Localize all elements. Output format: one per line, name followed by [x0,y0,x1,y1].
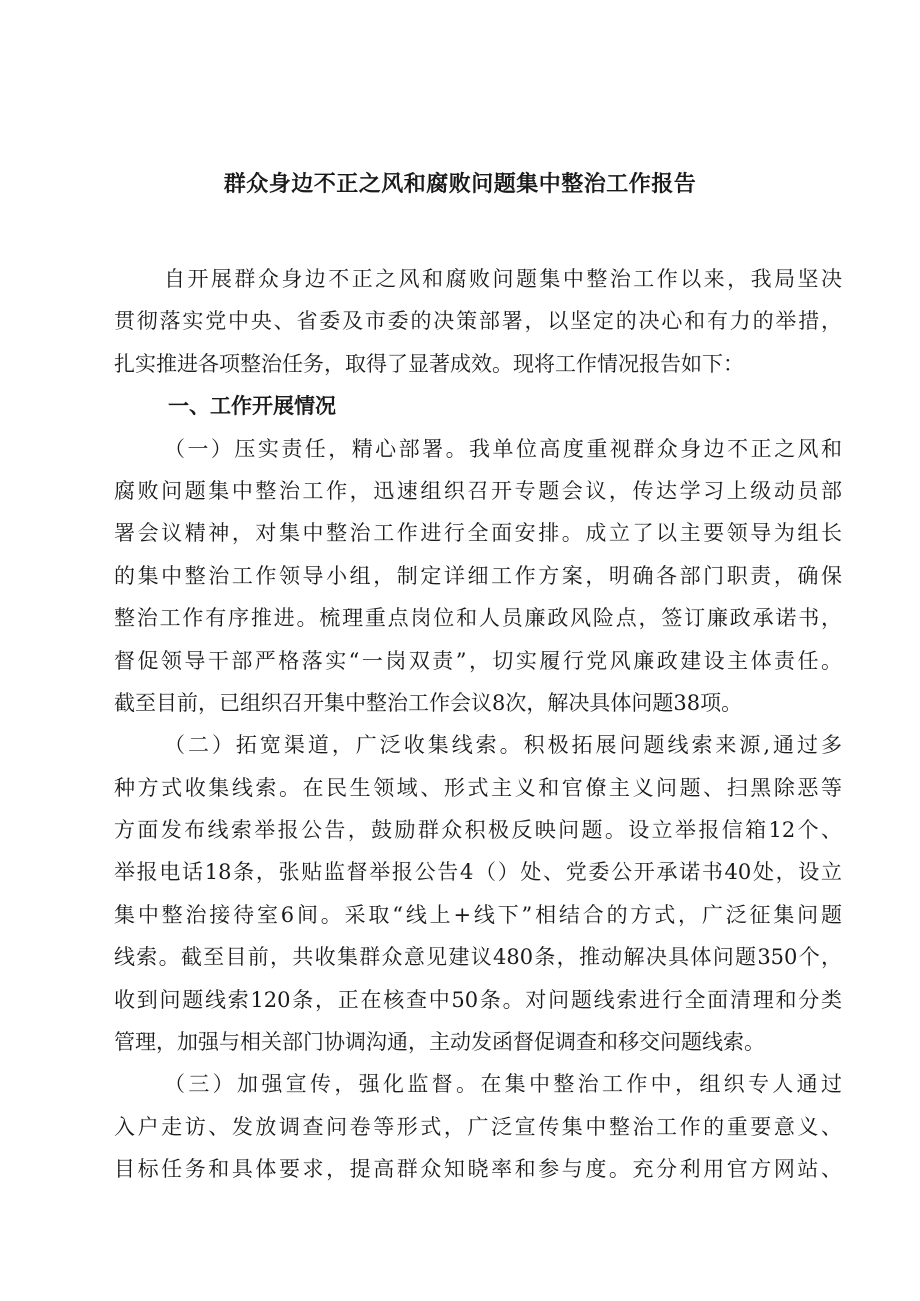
paragraph-line: （二）拓宽渠道，广泛收集线索。积极拓展问题线索来源,通过多 [164,733,842,758]
paragraph-line: 的集中整治工作领导小组，制定详细工作方案，明确各部门职责，确保 [114,563,842,588]
paragraph-line: 署会议精神，对集中整治工作进行全面安排。成立了以主要领导为组长 [114,521,842,546]
paragraph-line: 管理，加强与相关部门协调沟通，主动发函督促调查和移交问题线索。 [114,1030,765,1055]
paragraph-line: 整治工作有序推进。梳理重点岗位和人员廉政风险点，签订廉政承诺书， [114,606,842,631]
paragraph-line: 举报电话18条，张贴监督举报公告4（）处、党委公开承诺书40处，设立 [114,860,842,885]
paragraph-line: （一）压实责任，精心部署。我单位高度重视群众身边不正之风和 [164,436,842,461]
paragraph-line: 集中整治接待室6间。采取“线上+线下”相结合的方式，广泛征集问题 [114,902,842,927]
paragraph-line: 收到问题线索120条，正在核查中50条。对问题线索进行全面清理和分类 [114,987,842,1012]
paragraph-line: 扎实推进各项整治任务，取得了显著成效。现将工作情况报告如下： [114,351,744,376]
section-heading: 一、工作开展情况 [168,394,336,419]
document-title: 群众身边不正之风和腐败问题集中整治工作报告 [223,172,697,197]
paragraph-line: 截至目前，已组织召开集中整治工作会议8次，解决具体问题38项。 [114,690,743,715]
paragraph-line: 腐败问题集中整治工作，迅速组织召开专题会议，传达学习上级动员部 [114,478,842,503]
paragraph-line: （三）加强宣传，强化监督。在集中整治工作中，组织专人通过 [164,1072,842,1097]
paragraph-line: 种方式收集线索。在民生领域、形式主义和官僚主义问题、扫黑除恶等 [114,775,842,800]
paragraph-line: 目标任务和具体要求，提高群众知晓率和参与度。充分利用官方网站、 [114,1157,842,1182]
document-body [114,258,842,1191]
paragraph-line: 贯彻落实党中央、省委及市委的决策部署，以坚定的决心和有力的举措， [114,309,842,334]
paragraph-line: 督促领导干部严格落实“一岗双责”，切实履行党风廉政建设主体责任。 [114,648,842,673]
paragraph-line: 方面发布线索举报公告，鼓励群众积极反映问题。设立举报信箱12个、 [114,818,842,843]
paragraph-line: 入户走访、发放调查问卷等形式，广泛宣传集中整治工作的重要意义、 [114,1114,842,1139]
paragraph-line: 自开展群众身边不正之风和腐败问题集中整治工作以来，我局坚决 [164,267,842,291]
paragraph-line: 线索。截至目前，共收集群众意见建议480条，推动解决具体问题350个， [114,945,842,970]
